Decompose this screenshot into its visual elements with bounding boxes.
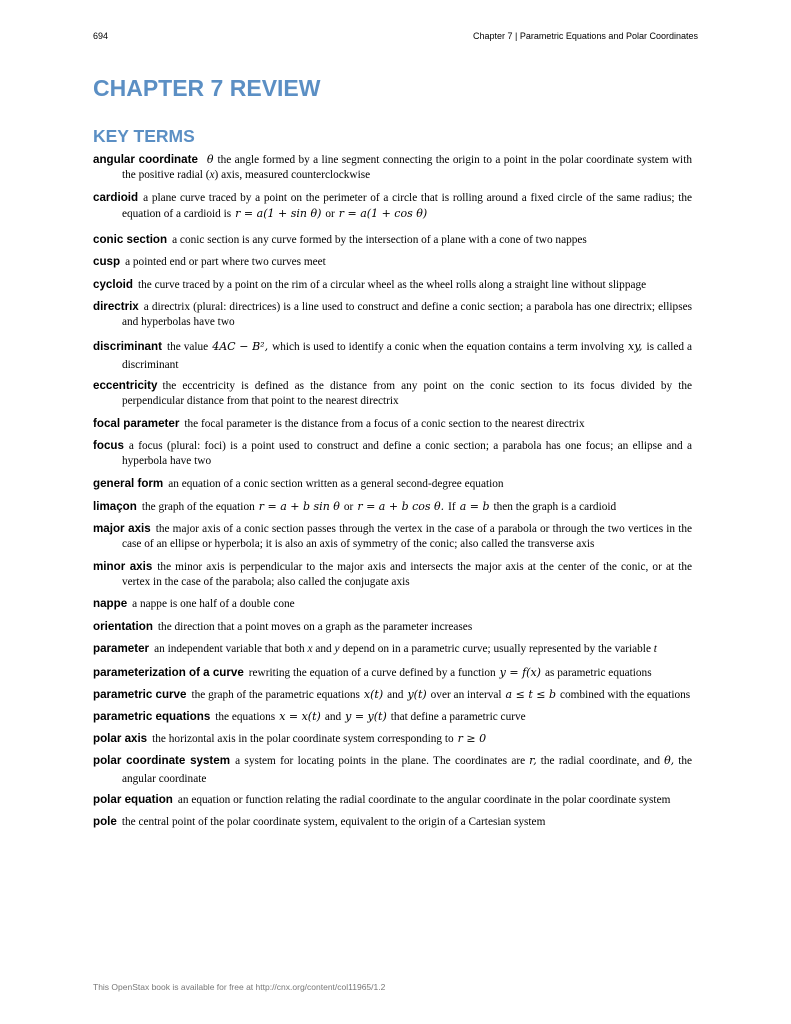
term-polar-equation	[93, 792, 692, 808]
term-parametric-curve	[93, 686, 692, 704]
definition: as parametric equations	[544, 666, 652, 679]
term-word: polar equation	[93, 792, 173, 806]
definition: the radial coordinate, and	[540, 754, 661, 767]
definition: If	[448, 501, 456, 513]
math: r = a + b sin θ	[258, 500, 340, 513]
definition: is called a discriminant	[122, 341, 693, 371]
term-word: nappe	[93, 597, 128, 610]
math-inline: x	[209, 169, 215, 181]
term-word: polar coordinate system	[93, 753, 231, 767]
definition: the angular coordinate	[122, 754, 692, 785]
math: r,	[529, 753, 537, 767]
key-terms-list	[93, 152, 692, 830]
definition: and	[315, 643, 332, 655]
definition: a plane curve traced by a point on the perimeter of a circle that is rolling around a fixed circle of the same radius; the equation of a cardioid is	[122, 191, 692, 220]
definition: ) axis, measured counterclockwise	[214, 169, 371, 181]
math: x(t)	[363, 687, 384, 701]
math: xy,	[628, 340, 643, 353]
page-header	[93, 31, 698, 45]
term-word: discriminant	[93, 340, 162, 353]
term-word: cardioid	[93, 190, 139, 204]
definition: the horizontal axis in the polar coordinate system corresponding to	[152, 732, 454, 745]
term-word: polar axis	[93, 731, 148, 745]
term-word: limaçon	[93, 500, 137, 513]
math: y(t)	[407, 687, 427, 701]
math: x = x(t)	[279, 709, 321, 723]
chapter-heading: CHAPTER 7 REVIEW	[93, 75, 321, 101]
definition: the curve traced by a point on the rim of a circular wheel as the wheel rolls along a straight line without slippage	[137, 278, 647, 291]
term-parameterization-of-a-curve	[93, 664, 692, 682]
definition: the minor axis is perpendicular to the major axis and intersects the major axis at the center of the conic, or at the vertex in the case of the parabola; also called the conjugate axis	[122, 560, 692, 588]
term-word: parameterization of a curve	[93, 665, 244, 679]
definition: the angle formed by a line segment connecting the origin to a point in the polar coordinate system with the positive radial (	[122, 154, 692, 181]
definition: and	[387, 688, 404, 701]
math: a = b	[459, 500, 490, 513]
definition: combined with the equations	[560, 688, 691, 701]
term-word: focus	[93, 439, 124, 452]
term-word: general form	[93, 476, 164, 490]
math: y = f(x)	[499, 665, 541, 679]
definition: the eccentricity is defined as the distance from any point on the conic section to its focus divided by the perpendicular distance from that point to the nearest directrix	[122, 380, 692, 407]
term-word: parametric equations	[93, 709, 211, 723]
definition: a conic section is any curve formed by the intersection of a plane with a cone of two nappes	[172, 233, 587, 246]
math: y = y(t)	[345, 709, 387, 723]
term-word: directrix	[93, 300, 139, 313]
page-number: 694	[93, 31, 109, 41]
term-word: eccentricity	[93, 379, 158, 392]
math: r = a(1 + sin θ)	[235, 206, 322, 220]
term-cusp	[93, 254, 692, 270]
definition: or	[343, 501, 354, 513]
definition: the major axis of a conic section passes through the vertex in the case of a parabola or through the two vertices in the case of an ellipse or hyperbola; it is also an axis of symmetry of the conic; also called the transverse axis	[122, 523, 692, 550]
term-directrix	[93, 299, 692, 330]
term-word: cusp	[93, 255, 121, 268]
definition: the central point of the polar coordinate system, equivalent to the origin of a Cartesian system	[121, 816, 546, 828]
definition: then the graph is a cardioid	[493, 501, 617, 513]
definition: an equation of a conic section written as a general second-degree equation	[168, 477, 504, 490]
definition: the equations	[215, 710, 276, 723]
term-focus	[93, 438, 692, 469]
term-general-form	[93, 476, 692, 492]
term-word: focal parameter	[93, 416, 180, 430]
term-word: orientation	[93, 619, 153, 633]
term-word: pole	[93, 815, 117, 828]
term-cycloid	[93, 277, 692, 293]
term-parameter	[93, 641, 692, 657]
term-angular-coordinate	[93, 152, 692, 183]
definition: a system for locating points in the plane. The coordinates are	[235, 754, 526, 767]
math: θ	[206, 153, 214, 166]
definition: the graph of the equation	[141, 501, 255, 513]
term-eccentricity	[93, 378, 692, 409]
term-word: major axis	[93, 522, 151, 535]
term-word: cycloid	[93, 277, 133, 291]
running-chapter-title: Chapter 7 | Parametric Equations and Polar Coordinates	[473, 31, 698, 41]
term-minor-axis	[93, 559, 692, 590]
term-word: minor axis	[93, 559, 153, 573]
definition: the graph of the parametric equations	[191, 688, 360, 701]
page-footer: This OpenStax book is available for free at http://cnx.org/content/col11965/1.2	[93, 982, 386, 992]
term-parametric-equations	[93, 708, 692, 726]
term-orientation	[93, 619, 692, 635]
term-conic-section	[93, 232, 692, 248]
term-nappe	[93, 596, 692, 612]
math: r = a + b cos θ.	[357, 500, 445, 513]
definition: a pointed end or part where two curves meet	[125, 256, 326, 268]
definition: a nappe is one half of a double cone	[132, 598, 295, 610]
definition: which is used to identify a conic when the equation contains a term involving	[272, 341, 625, 353]
term-major-axis	[93, 521, 692, 552]
definition: the direction that a point moves on a graph as the parameter increases	[157, 620, 473, 633]
math: r = a(1 + cos θ)	[338, 206, 428, 220]
term-focal-parameter	[93, 416, 692, 432]
math-inline: t	[653, 643, 657, 655]
definition: over an interval	[430, 688, 502, 701]
definition: that define a parametric curve	[390, 710, 526, 723]
math: 4AC − B²,	[212, 340, 269, 353]
definition: an equation or function relating the radial coordinate to the angular coordinate in the polar coordinate system	[177, 793, 671, 806]
term-limacon	[93, 498, 692, 516]
definition: the value	[166, 341, 209, 353]
math-inline: y	[334, 643, 340, 655]
term-polar-axis	[93, 730, 692, 748]
term-cardioid	[93, 190, 692, 222]
term-polar-coordinate-system	[93, 752, 692, 788]
term-word: conic section	[93, 232, 168, 246]
definition: rewriting the equation of a curve defined by a function	[248, 666, 496, 679]
math: θ,	[664, 753, 675, 767]
term-discriminant	[93, 338, 692, 374]
definition: or	[325, 207, 335, 220]
definition: a directrix (plural: directrices) is a line used to construct and define a conic section; a parabola has one directrix; ellipses and hyperbolas have two	[122, 301, 692, 328]
definition: and	[324, 710, 342, 723]
math: a ≤ t ≤ b	[505, 687, 556, 701]
definition: the focal parameter is the distance from a focus of a conic section to the nearest directrix	[184, 417, 585, 430]
definition: a focus (plural: foci) is a point used to construct and define a conic section; a parabola has one focus; an ellipse and a hyperbola have two	[122, 440, 692, 467]
math-inline: x	[307, 643, 313, 655]
term-word: angular coordinate	[93, 153, 198, 166]
math: r ≥ 0	[457, 731, 487, 745]
definition: depend on in a parametric curve; usually represented by the variable	[342, 643, 651, 655]
key-terms-heading: KEY TERMS	[93, 126, 195, 146]
term-pole	[93, 814, 692, 830]
definition: an independent variable that both	[154, 643, 305, 655]
term-word: parameter	[93, 642, 150, 655]
term-word: parametric curve	[93, 687, 187, 701]
